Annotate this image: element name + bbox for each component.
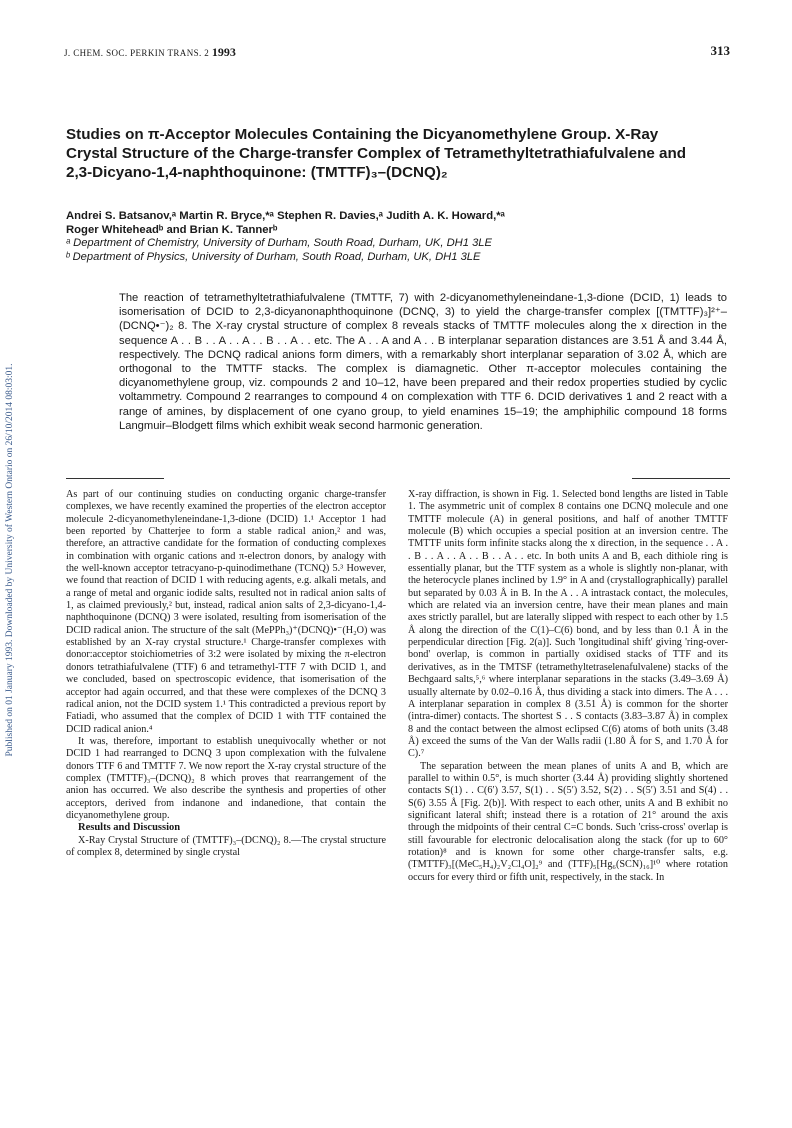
section-heading: Results and Discussion (78, 822, 181, 834)
body-paragraph: The separation between the mean planes of units A and B, which are parallel to within 0.5°, is much shorter (3.44 Å) providing slightly shortened contacts S(1) . . C(6′) 3.57, S(1) . . S(5′) 3.52, S(2) . . S(5′) 3.51 and S(4) . . S(6) 3.55 Å [Fig. 2(b)]. With respect to each other, units A and B exhibit no significant lateral shift; instead there is a rotation of 21° around the axis through the midpoints of their central C=C bonds. Such 'criss-cross' overlap is still favourable for electronic delocalisation along the stack (for up to 60° rotation)⁸ and is known for some other charge-transfer salts, e.g. (TMTTF)₃[(MeC₅H₄)₂V₂Cl₄O]₂⁹ and (TTF)₅[Hg₆(SCN)₁₆]¹⁰ where rotation occurs for every third or fifth unit, respectively, in the stack. In (408, 760, 728, 883)
body-paragraph: X-Ray Crystal Structure of (TMTTF)₃–(DCNQ)₂ 8.—The crystal structure of complex 8, determined by single crystal (66, 834, 386, 858)
divider-right (632, 478, 730, 479)
affiliation-chemistry: ᵃ Department of Chemistry, University of Durham, South Road, Durham, UK, DH1 3LE (66, 237, 492, 249)
author-list (66, 210, 706, 237)
page-number: 313 (710, 43, 730, 58)
affiliation-physics: ᵇ Department of Physics, University of Durham, South Road, Durham, UK, DH1 3LE (66, 251, 481, 263)
body-paragraph: As part of our continuing studies on conducting organic charge-transfer complexes, we have recently examined the properties of the electron acceptor molecule 2-dicyanomethyleneindane-1,3-dione (DCID) 1.¹ Acceptor 1 had been reported by Chatterjee to form a stable radical anion,² and was, therefore, an attractive candidate for the formation of conducting complexes in combination with organic cations and π-electron donors, by analogy with the well-known acceptor tetracyano-p-quinodimethane (TCNQ) 5.³ However, we found that reaction of DCID 1 with reducing agents, e.g. alkali metals, and a range of metal and organic iodide salts, resulted not in radical anion salts of 1, as claimed previously,² but, instead, radical anion salts of 2,3-dicyano-1,4-naphthoquinone (DCNQ) 3 were isolated, resulting from isomerisation of the DCID radical anion. The structure of the salt (MePPh₃)⁺(DCNQ)•⁻(H₂O) was established by an X-ray crystal structure.¹ Charge-transfer complexes with donor:acceptor stoichiometries of 3:2 were isolated by mixing the π-electron donors tetrathiafulvalene (TTF) 6 and tetramethyl-TTF 7 with DCID 1, and we concluded, based on spectroscopic evidence, that isomerisation of the acceptor had again occurred, and that these were complexes of the DCNQ 3 radical anion, not the DCID system 1.¹ This contradicted a previous report by Fatiadi, who assumed that the complex of DCID 1 with TTF contained the DCID radical anion.⁴ (66, 489, 386, 735)
journal-year: 1993 (211, 45, 236, 59)
abstract: The reaction of tetramethyltetrathiafulvalene (TMTTF, 7) with 2-dicyanomethyleneindane-1,3-dione (DCID, 1) leads to isomerisation of DCID to 2,3-dicyanonaphthoquinone (DCNQ, 3) to yield the charge-transfer complex [(TMTTF)₃]²⁺–(DCNQ•⁻)₂ 8. The X-ray crystal structure of complex 8 reveals stacks of TMTTF molecules along the x direction in the sequence A . . B . . A . . A . . B . . A . . etc. The A . . A and A . . B interplanar separation distances are 3.51 Å and 3.44 Å, respectively. The DCNQ radical anions form dimers, with a remarkably short interplanar separation of 3.02 Å, which are orthogonal to the TMTTF stacks. The complex is diamagnetic. Other π-acceptor molecules containing the dicyanomethylene group, viz. compounds 2 and 10–12, have been prepared and their redox properties studied by cyclic voltammetry. Compound 2 rearranges to compound 4 on complexation with TTF 6. DCID derivatives 1 and 2 react with a range of amines, by displacement of one cyano group, to yield enamines 15–19; the amphiphilic compound 18 forms Langmuir–Blodgett films which exhibit weak second harmonic generation. (119, 292, 727, 432)
journal-citation (64, 45, 236, 60)
author-line: Roger Whiteheadᵇ and Brian K. Tannerᵇ (66, 223, 278, 236)
divider-left (66, 478, 164, 479)
download-notice (2, 200, 18, 920)
body-column-left (66, 489, 386, 859)
author-line: Andrei S. Batsanov,ᵃ Martin R. Bryce,*ᵃ Stephen R. Davies,ᵃ Judith A. K. Howard,*ᵃ (66, 210, 505, 222)
body-paragraph: X-ray diffraction, is shown in Fig. 1. Selected bond lengths are listed in Table 1. The asymmetric unit of complex 8 contains one DCNQ molecule and one TMTTF molecule (A) in general positions, and half of another TMTTF molecule (B) which occupies a special position at an inversion centre. The TMTTF units form infinite stacks along the x direction, in the sequence . . A . . B . . A . . A . . B . . A . . etc. In both units A and B, each dithiole ring is essentially planar, but the TTF system as a whole is slightly non-planar, with the heterocycle planes inclined by 1.9° in A and (crystallographically) parallel but separated by 0.03 Å in B. In the A . . A intrastack contact, the molecules, which are related via an inversion centre, have their mean planes and main axes strictly parallel, but are laterally slipped with respect to each other by 1.5 Å along the direction of the C(1)–C(6) bond, and by less than 0.1 Å in the perpendicular direction [Fig. 2(a)]. Such 'longitudinal shift' giving 'ring-over-bond' overlap, is common in partially oxidised stacks of TTF and its derivatives, as in the TMTSF (tetramethyltetraselenafulvalene) stacks of the Bechgaard salts,⁵,⁶ where interplanar separations in the stacks (3.49–3.69 Å) usually alternate by 0.02–0.16 Å, thus dividing a stack into dimers. The A . . . A interplanar separation in complex 8 (3.51 Å) is common for the shorter (intra-dimer) contacts. The shortest S . . S contacts (3.83–3.87 Å) in complex 8 and the contact between the almost eclipsed C(6) atoms of both units (3.48 Å) exceed the sums of the Van der Walls radii (1.80 Å for S, and 1.70 Å for C).⁷ (408, 489, 728, 760)
body-column-right (408, 489, 728, 884)
running-header (64, 43, 730, 59)
download-notice-text: Published on 01 January 1993. Downloaded by University of Western Ontario on 26/10/2014 08:03:01. (5, 363, 15, 757)
body-paragraph: It was, therefore, important to establish unequivocally whether or not DCID 1 had rearranged to DCNQ 3 upon complexation with the fulvalene donors TTF 6 and TMTTF 7. We now report the X-ray crystal structure of the complex (TMTTF)₃–(DCNQ)₂ 8 which proves that rearrangement of the anion has occurred. We also describe the synthesis and properties of other acceptors, derived from indanone and indanedione, that contain the dicyanomethylene group. (66, 735, 386, 821)
journal-name: J. CHEM. SOC. PERKIN TRANS. 2 (64, 48, 210, 58)
article-title: Studies on π-Acceptor Molecules Containing the Dicyanomethylene Group. X-Ray Crystal Structure of the Charge-transfer Complex of Tetramethyltetrathiafulvalene and 2,3-Dicyano-1,4-naphthoquinone: (TMTTF)₃–(DCNQ)₂ (66, 126, 687, 181)
